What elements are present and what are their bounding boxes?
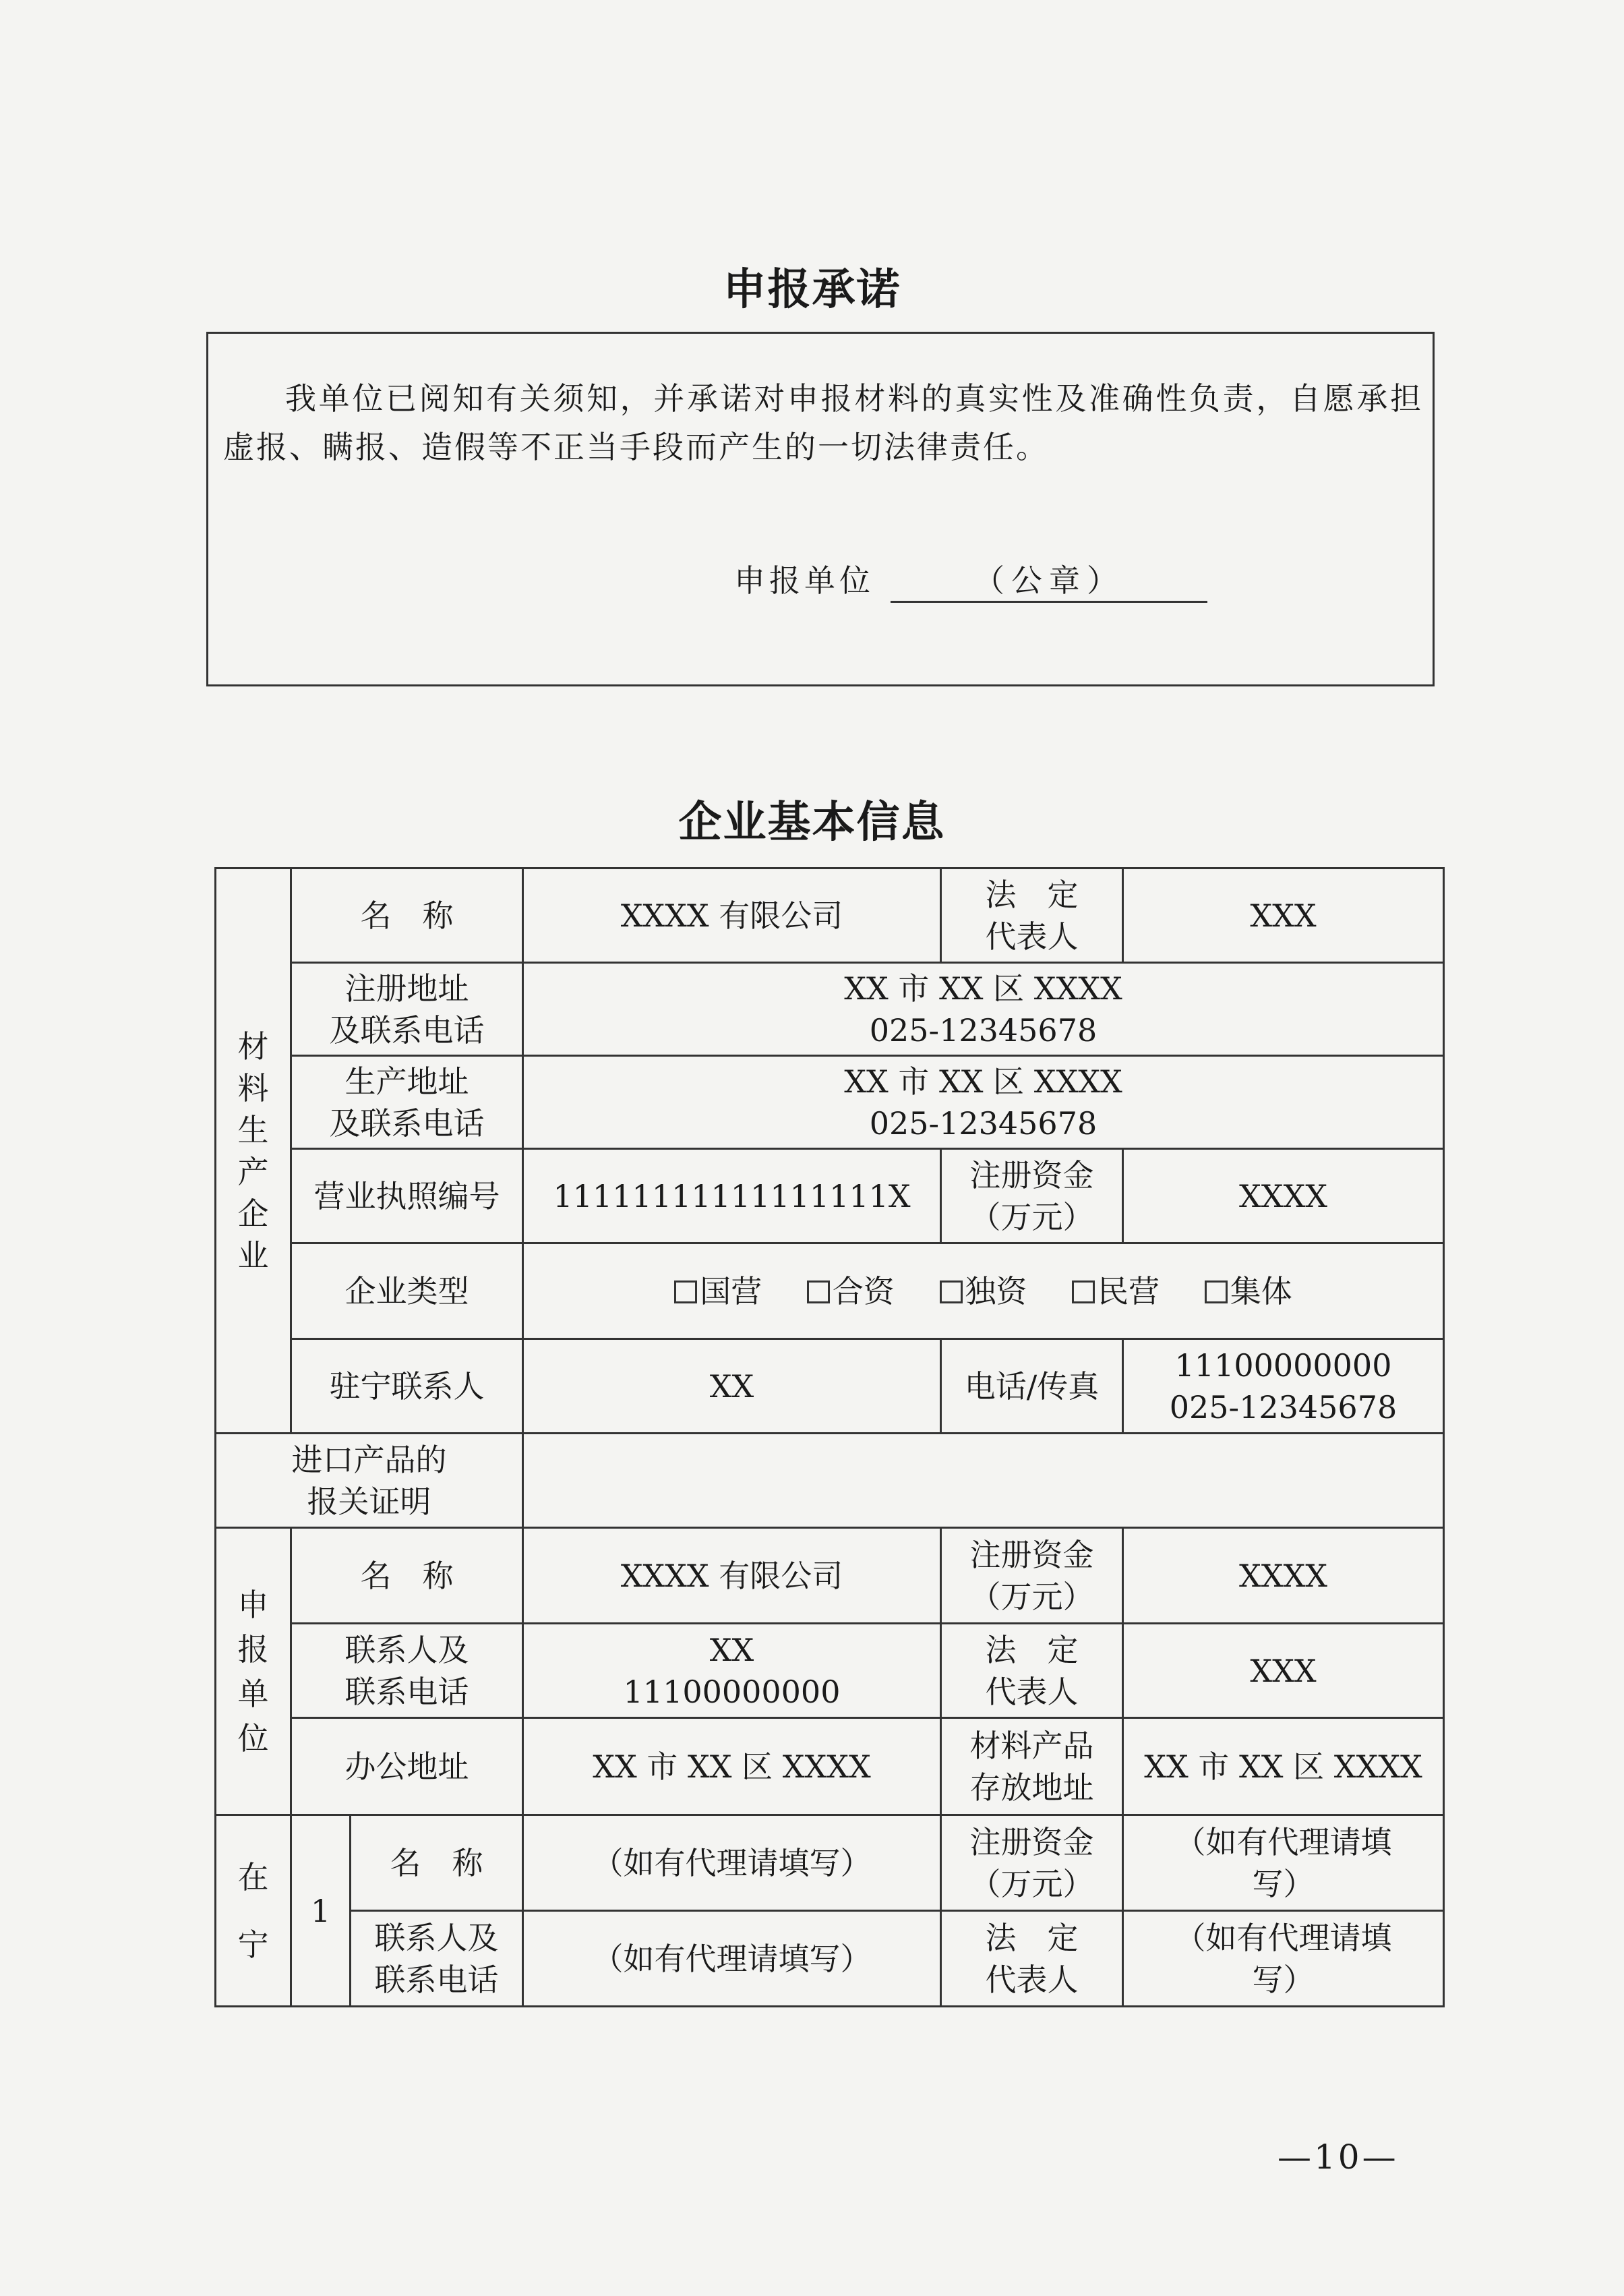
company-info-table: [214, 867, 1445, 2007]
label-applicant-legal-rep: 法 定 代表人: [941, 1624, 1123, 1718]
type-option[interactable]: 合资: [807, 1270, 895, 1312]
import-proof-value[interactable]: [523, 1434, 1444, 1528]
pledge-signature: [734, 556, 1207, 603]
type-option[interactable]: 独资: [940, 1270, 1027, 1312]
label-reg-address: 注册地址 及联系电话: [291, 963, 523, 1056]
label-name: 名 称: [291, 869, 523, 963]
applicant-legal-rep: XXX: [1123, 1624, 1444, 1718]
applicant-office-address: XX 市 XX 区 XXXX: [523, 1718, 941, 1815]
agent-index: 1: [291, 1815, 351, 2007]
checkbox-icon[interactable]: [1205, 1281, 1228, 1303]
applicant-reg-capital: XXXX: [1123, 1528, 1444, 1624]
label-legal-rep: 法 定 代表人: [941, 869, 1123, 963]
group-applicant: 申 报 单 位: [216, 1528, 291, 1815]
group-producer: 材 料 生 产 企 业: [216, 869, 291, 1434]
label-agent-capital: 注册资金 （万元）: [941, 1815, 1123, 1911]
label-agent-legal-rep: 法 定 代表人: [941, 1911, 1123, 2007]
label-agent-name: 名 称: [351, 1815, 523, 1911]
page-number: —10—: [1277, 2138, 1399, 2177]
label-agent-contact: 联系人及 联系电话: [351, 1911, 523, 2007]
applicant-name: XXXX 有限公司: [523, 1528, 941, 1624]
agent-reg-capital[interactable]: （如有代理请填 写）: [1123, 1815, 1444, 1911]
type-option[interactable]: 民营: [1072, 1270, 1160, 1312]
agent-contact[interactable]: （如有代理请填写）: [523, 1911, 941, 2007]
checkbox-icon[interactable]: [807, 1281, 830, 1303]
label-applicant-name: 名 称: [291, 1528, 523, 1624]
company-type-options: [523, 1243, 1444, 1339]
seal-line: （公章）: [891, 556, 1207, 603]
type-option[interactable]: 国营: [674, 1270, 762, 1312]
producer-legal-rep: XXX: [1123, 869, 1444, 963]
producer-phone-fax: 11100000000 025-12345678: [1123, 1339, 1444, 1434]
label-applicant-capital: 注册资金 （万元）: [941, 1528, 1123, 1624]
checkbox-icon[interactable]: [1072, 1281, 1095, 1303]
producer-name: XXXX 有限公司: [523, 869, 941, 963]
applicant-contact: XX 11100000000: [523, 1624, 941, 1718]
checkbox-icon[interactable]: [674, 1281, 697, 1303]
producer-prod-address: XX 市 XX 区 XXXX 025-12345678: [523, 1056, 1444, 1149]
label-reg-capital: 注册资金 （万元）: [941, 1149, 1123, 1243]
sign-label: 申报单位: [734, 562, 874, 599]
pledge-text: 我单位已阅知有关须知，并承诺对申报材料的真实性及准确性负责，自愿承担虚报、瞒报、造假等不正当手段而产生的一切法律责任。: [223, 380, 1423, 465]
pledge-title: 申报承诺: [723, 264, 901, 315]
label-phone-fax: 电话/传真: [941, 1339, 1123, 1434]
label-company-type: 企业类型: [291, 1243, 523, 1339]
producer-license-no: 11111111111111111X: [523, 1149, 941, 1243]
group-agent: 在 宁: [216, 1815, 291, 2007]
producer-reg-capital: XXXX: [1123, 1149, 1444, 1243]
checkbox-icon[interactable]: [940, 1281, 963, 1303]
pledge-box: [206, 332, 1435, 686]
label-nj-contact: 驻宁联系人: [291, 1339, 523, 1434]
label-import-proof: 进口产品的 报关证明: [216, 1434, 523, 1528]
agent-legal-rep[interactable]: （如有代理请填 写）: [1123, 1911, 1444, 2007]
label-contact-phone: 联系人及 联系电话: [291, 1624, 523, 1718]
label-office-address: 办公地址: [291, 1718, 523, 1815]
info-title: 企业基本信息: [678, 797, 946, 848]
applicant-storage-address: XX 市 XX 区 XXXX: [1123, 1718, 1444, 1815]
type-option[interactable]: 集体: [1205, 1270, 1292, 1312]
producer-nj-contact: XX: [523, 1339, 941, 1434]
agent-name[interactable]: （如有代理请填写）: [523, 1815, 941, 1911]
producer-reg-address: XX 市 XX 区 XXXX 025-12345678: [523, 963, 1444, 1056]
label-storage-address: 材料产品 存放地址: [941, 1718, 1123, 1815]
label-prod-address: 生产地址 及联系电话: [291, 1056, 523, 1149]
label-license-no: 营业执照编号: [291, 1149, 523, 1243]
